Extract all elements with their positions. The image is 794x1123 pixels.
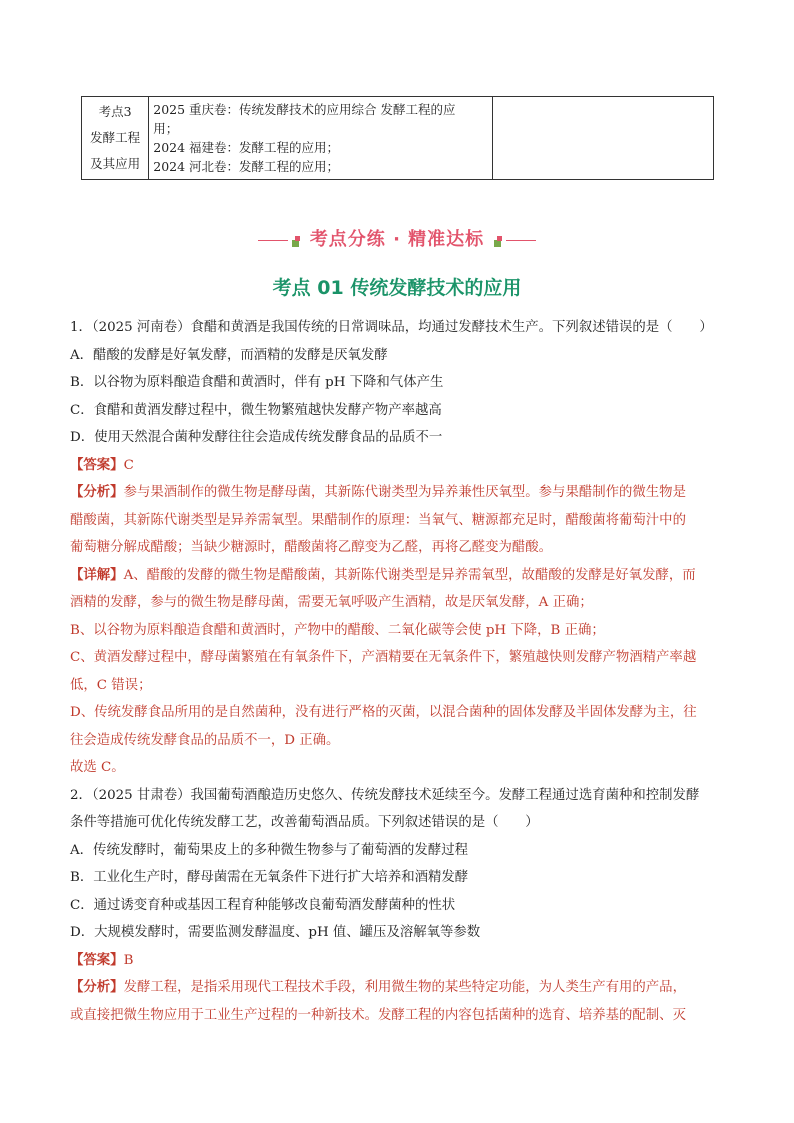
category-line: 考点3 bbox=[98, 104, 132, 119]
banner-left-square-icon bbox=[292, 240, 299, 247]
q2-stem-line: 条件等措施可优化传统发酵工艺，改善葡萄酒品质。下列叙述错误的是（ ） bbox=[70, 815, 539, 830]
detail-tag: 【详解】 bbox=[70, 566, 124, 583]
q1-stem: 1．（2025 河南卷）食醋和黄酒是我国传统的日常调味品，均通过发酵技术生产。下列叙述错误的是（ ） bbox=[70, 320, 713, 335]
banner-right-square-icon-red bbox=[497, 236, 502, 241]
table-item-line: 2024 福建卷：发酵工程的应用； bbox=[153, 140, 340, 155]
table-item-line: 2024 河北卷：发酵工程的应用； bbox=[153, 159, 340, 174]
banner-left-line bbox=[258, 240, 288, 241]
question-content bbox=[70, 314, 730, 1029]
q1-detail-line bbox=[70, 562, 730, 590]
section-banner bbox=[0, 227, 794, 253]
banner-left-square-icon-red bbox=[295, 236, 300, 241]
q1-detail-line: 低，C 错误； bbox=[70, 677, 152, 693]
category-line: 及其应用 bbox=[90, 156, 141, 171]
analysis-text: 参与果酒制作的微生物是酵母菌，其新陈代谢类型为异养兼性厌氧型。参与果醋制作的微生物是 bbox=[123, 485, 686, 500]
q1-analysis-line: 醋酸菌，其新陈代谢类型是异养需氧型。果醋制作的原理：当氧气、糖源都充足时，醋酸菌将葡萄汁中的 bbox=[70, 512, 686, 528]
q2-analysis-line bbox=[70, 974, 730, 1002]
q1-detail-line: 故选 C。 bbox=[70, 760, 125, 775]
table-item-line: 用； bbox=[153, 121, 179, 136]
analysis-text: 发酵工程，是指采用现代工程技术手段，利用微生物的某些特定功能，为人类生产有用的产品， bbox=[123, 980, 686, 995]
answer-tag: 【答案】 bbox=[70, 456, 124, 473]
q1-detail-line: C、黄酒发酵过程中，酵母菌繁殖在有氧条件下，产酒精要在无氧条件下，繁殖越快则发酵产物酒精产率越 bbox=[70, 650, 697, 665]
q1-option-b: B．以谷物为原料酿造食醋和黄酒时，伴有 pH 下降和气体产生 bbox=[70, 375, 444, 390]
q1-analysis-line bbox=[70, 479, 730, 507]
table-items-cell bbox=[149, 97, 493, 180]
answer-value: C bbox=[123, 457, 134, 473]
banner-right-square-icon bbox=[494, 240, 501, 247]
q1-detail-line: D、传统发酵食品所用的是自然菌种，没有进行严格的灭菌，以混合菌种的固体发酵及半固体发酵为主，往 bbox=[70, 705, 697, 720]
answer-tag: 【答案】 bbox=[70, 951, 124, 968]
table-item-line: 2025 重庆卷：传统发酵技术的应用综合 发酵工程的应 bbox=[153, 102, 456, 117]
analysis-tag: 【分析】 bbox=[70, 979, 124, 995]
analysis-tag: 【分析】 bbox=[70, 484, 124, 500]
banner-title: 考点分练 · 精准达标 bbox=[309, 229, 485, 250]
section-title: 考点 01 传统发酵技术的应用 bbox=[272, 277, 522, 299]
q2-option-d: D．大规模发酵时，需要监测发酵温度、pH 值、罐压及溶解氧等参数 bbox=[70, 925, 481, 940]
q2-answer bbox=[70, 947, 730, 975]
table-row bbox=[82, 97, 714, 180]
q1-option-c: C．食醋和黄酒发酵过程中，微生物繁殖越快发酵产物产率越高 bbox=[70, 402, 442, 418]
q1-option-a: A．醋酸的发酵是好氧发酵，而酒精的发酵是厌氧发酵 bbox=[70, 347, 388, 363]
q1-detail-line: 酒精的发酵，参与的微生物是酵母菌，需要无氧呼吸产生酒精，故是厌氧发酵，A 正确； bbox=[70, 595, 593, 610]
detail-text: A、醋酸的发酵的微生物是醋酸菌，其新陈代谢类型是异养需氧型，故醋酸的发酵是好氧发酵，而 bbox=[123, 567, 696, 583]
table-category-cell bbox=[82, 97, 149, 180]
q2-option-b: B．工业化生产时，酵母菌需在无氧条件下进行扩大培养和酒精发酵 bbox=[70, 870, 469, 885]
q2-option-c: C．通过诱变育种或基因工程育种能够改良葡萄酒发酵菌种的性状 bbox=[70, 897, 456, 913]
q1-detail-line: 往会造成传统发酵食品的品质不一，D 正确。 bbox=[70, 732, 340, 748]
q1-answer bbox=[70, 452, 730, 480]
exam-point-table bbox=[81, 96, 714, 180]
answer-value: B bbox=[123, 952, 134, 968]
q1-option-d: D．使用天然混合菌种发酵往往会造成传统发酵食品的品质不一 bbox=[70, 430, 443, 445]
category-line: 发酵工程 bbox=[90, 130, 141, 145]
q2-stem-line: 2．（2025 甘肃卷）我国葡萄酒酿造历史悠久、传统发酵技术延续至今。发酵工程通过选育菌种和控制发酵 bbox=[70, 787, 700, 803]
q1-detail-line: B、以谷物为原料酿造食醋和黄酒时，产物中的醋酸、二氧化碳等会使 pH 下降，B 正确； bbox=[70, 622, 605, 638]
q1-analysis-line: 葡萄糖分解成醋酸；当缺少糖源时，醋酸菌将乙醇变为乙醛，再将乙醛变为醋酸。 bbox=[70, 540, 553, 555]
table-empty-cell bbox=[493, 97, 714, 180]
banner-right-line bbox=[506, 240, 536, 241]
q2-analysis-line: 或直接把微生物应用于工业生产过程的一种新技术。发酵工程的内容包括菌种的选育、培养基的配制、灭 bbox=[70, 1007, 686, 1023]
q2-option-a: A．传统发酵时，葡萄果皮上的多种微生物参与了葡萄酒的发酵过程 bbox=[70, 842, 468, 858]
